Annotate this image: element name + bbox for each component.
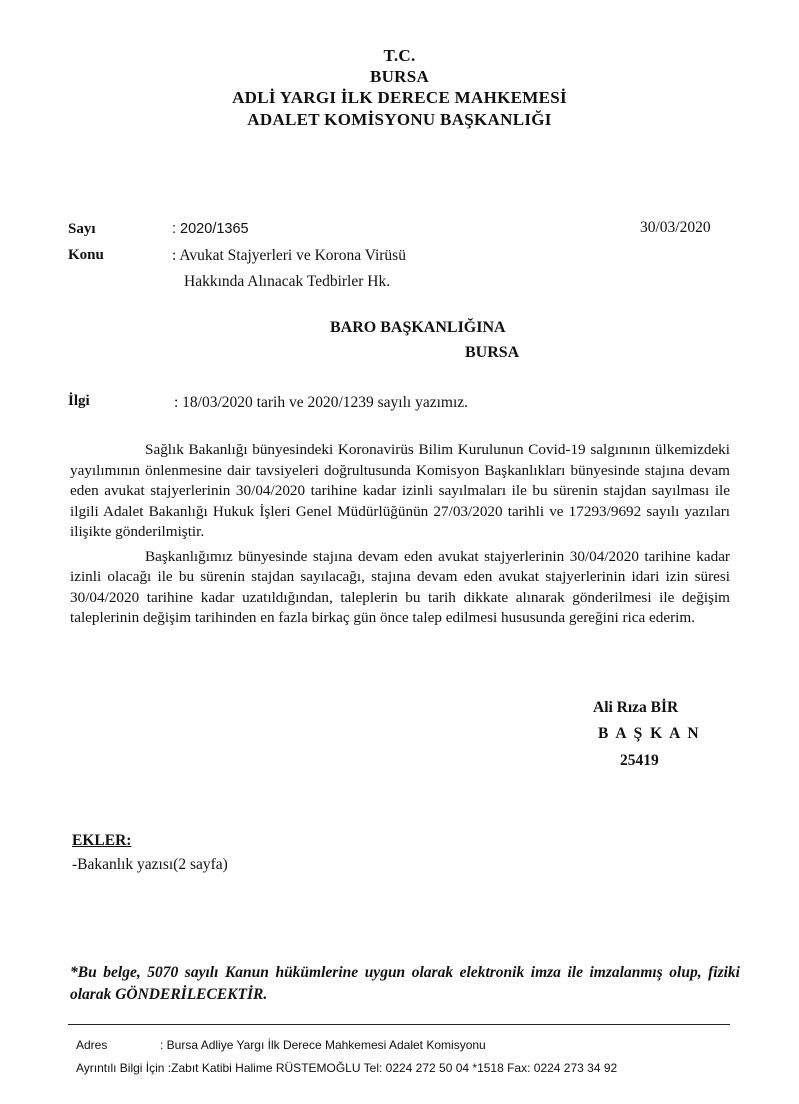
body-paragraph-2: Başkanlığımız bünyesinde stajına devam eden avukat stajyerlerinin 30/04/2020 tarihine kadar izinli olacağı ile bu sürenin stajdan sayılacağı, stajına devam eden avukat stajyerlerinin idari izin süresi 30/04/2020 tarihine kadar uzatıldığından, taleplerin bu tarih dikkate alınarak gönderilmesi ile değişim taleplerinin değişim tarihinden en fazla birkaç gün önce talep edilmesi hususunda gereğini rica ederim. (70, 547, 730, 626)
ilgi-value: : 18/03/2020 tarih ve 2020/1239 sayılı yazımız. (174, 394, 469, 411)
header-commission: ADALET KOMİSYONU BAŞKANLIĞI (247, 110, 552, 129)
footer-divider (68, 1024, 730, 1025)
sayi-value: : 2020/1365 (172, 221, 249, 237)
sayi-label: Sayı (68, 221, 96, 237)
signatory-name: Ali Rıza BİR (593, 699, 679, 716)
footer-address-value: : Bursa Adliye Yargı İlk Derece Mahkemesi Adalet Komisyonu (160, 1038, 486, 1052)
footer-contact-info: Ayrıntılı Bilgi İçin :Zabıt Katibi Halime RÜSTEMOĞLU Tel: 0224 272 50 04 *1518 Fax: 0224 273 34 92 (76, 1061, 618, 1075)
header-tc: T.C. (383, 46, 416, 65)
konu-line2: Hakkında Alınacak Tedbirler Hk. (184, 273, 391, 290)
header-city: BURSA (369, 67, 430, 86)
header-court: ADLİ YARGI İLK DERECE MAHKEMESİ (232, 88, 567, 107)
ilgi-label: İlgi (68, 393, 90, 409)
document-date: 30/03/2020 (640, 219, 711, 236)
konu-label: Konu (68, 247, 104, 263)
konu-line1: : Avukat Stajyerleri ve Korona Virüsü (172, 247, 406, 264)
signatory-number: 25419 (620, 752, 659, 769)
letter-body (70, 440, 730, 629)
recipient-line1: BARO BAŞKANLIĞINA (330, 319, 506, 336)
footer-address-label: Adres (76, 1038, 108, 1052)
e-signature-notice: *Bu belge, 5070 sayılı Kanun hükümlerine uygun olarak elektronik imza ile imzalanmış olup, fiziki olarak GÖNDERİLECEKTİR. (70, 964, 740, 1003)
signatory-title: B A Ş K A N (598, 725, 701, 742)
recipient-line2: BURSA (465, 344, 520, 361)
attachments-heading: EKLER: (72, 832, 132, 849)
attachment-item: -Bakanlık yazısı(2 sayfa) (72, 856, 228, 873)
body-paragraph-1: Sağlık Bakanlığı bünyesindeki Koronavirüs Bilim Kurulunun Covid-19 salgınının ülkemizdeki yayılımının önlenmesine dair tavsiyeleri doğrultusunda Komisyon Başkanlıkları bünyesinde stajına devam eden avukat stajyerlerinin 30/04/2020 tarihine kadar izinli sayılmaları ile bu sürenin stajdan sayılması ile ilgili Adalet Bakanlığı Hukuk İşleri Genel Müdürlüğünün 27/03/2020 tarihli ve 17293/9692 sayılı yazıları ilişikte gönderilmiştir. (70, 441, 730, 540)
